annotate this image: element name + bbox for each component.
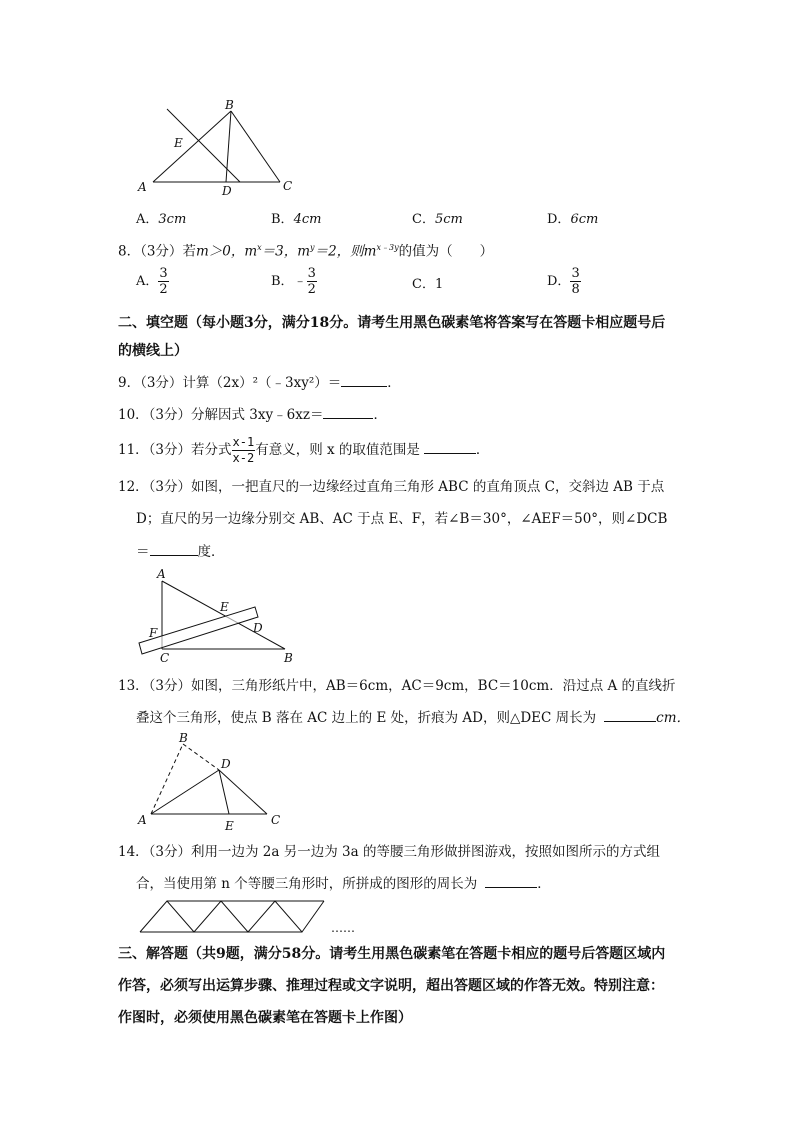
fig7-label-a: A — [138, 180, 147, 194]
fig7-side-bc — [231, 111, 280, 182]
q8-question: 8．（3分）若m＞0，$m^x=3$，$m^y=2$，则$m^{x﹣3y}$的值为（ ） — [118, 243, 494, 260]
q13-line2: 叠这个三角形，使点 B 落在 AC 边上的 E 处，折痕为 AD，则△DEC 周长为 cm． — [136, 707, 690, 728]
fig7-label-e: E — [174, 136, 183, 150]
q7-option-c[interactable]: C．5cm — [412, 212, 463, 227]
q7-option-d[interactable]: D．6cm — [547, 212, 599, 227]
q14-line2: 合，当使用第 n 个等腰三角形时，所拼成的图形的周长为 ． — [136, 873, 551, 894]
fig7-label-b: B — [225, 98, 234, 112]
q7-option-b[interactable]: B．4cm — [271, 212, 322, 227]
fig7-segment-bd — [226, 111, 231, 182]
fig13-label-b: B — [179, 731, 188, 745]
q13-line1: 13．（3分）如图，三角形纸片中，AB＝6cm，AC＝9cm，BC＝10cm．沿过点 A 的直线折 — [118, 678, 676, 694]
q9-answer-blank[interactable] — [341, 372, 387, 387]
figure-q14-triangle-strip — [135, 896, 335, 938]
fig12-label-c: C — [160, 651, 170, 665]
section3-heading-line1: 三、解答题（共9题，满分58分。请考生用黑色碳素笔在答题卡相应的题号后答题区域内 — [118, 946, 666, 962]
fig12-label-e: E — [220, 600, 229, 614]
q14-answer-blank[interactable] — [485, 873, 537, 888]
q12-line2: D；直尺的另一边缘分别交 AB、AC 于点 E、F，若∠B＝30°，∠AEF＝50°，则∠DCB — [136, 511, 668, 527]
fig14-zigzag — [140, 901, 324, 932]
q14-ellipsis: …… — [331, 921, 355, 935]
q12-answer-blank[interactable] — [150, 541, 198, 556]
fig13-label-a: A — [138, 813, 147, 827]
q11-question: 11．（3分）若分式 $\frac{x-1}{x-2}$ 有意义，则 x 的取值范围是 ． — [118, 435, 490, 465]
fig13-segment-dc — [219, 770, 267, 814]
fig13-label-e: E — [225, 819, 234, 833]
fig7-label-c: C — [283, 179, 293, 193]
q12-line1: 12．（3分）如图，一把直尺的一边缘经过直角三角形 ABC 的直角顶点 C，交斜边 AB 于点 — [118, 479, 665, 495]
fig7-label-d: D — [222, 184, 232, 198]
fig13-segment-de — [219, 770, 229, 814]
fig12-label-d: D — [253, 621, 263, 635]
section3-heading-line3: 作图时，必须使用黑色碳素笔在答题卡上作图） — [118, 1010, 412, 1026]
q8-option-d[interactable]: D． $\frac{3}{8}$ — [547, 266, 580, 297]
figure-q7-triangle — [130, 95, 310, 203]
q8-option-c[interactable]: C．1 — [412, 277, 444, 292]
fig7-side-ab — [153, 111, 231, 182]
q11-answer-blank[interactable] — [424, 439, 476, 454]
fig13-label-d: D — [221, 757, 231, 771]
fig12-label-b: B — [284, 651, 293, 665]
section3-heading-line2: 作答，必须写出运算步骤、推理过程或文字说明，超出答题区域的作答无效。特别注意： — [118, 978, 664, 994]
q14-line1: 14．（3分）利用一边为 2a 另一边为 3a 的等腰三角形做拼图游戏，按照如图所示的方式组 — [118, 844, 660, 860]
q10-question: 10．（3分）分解因式 3xy﹣6xz＝ ． — [118, 404, 387, 425]
q13-answer-blank[interactable] — [604, 707, 656, 722]
fig13-dashed-bd — [183, 744, 219, 770]
q8-option-b[interactable]: B．﹣ $\frac{3}{2}$ — [271, 266, 316, 297]
section2-heading-line1: 二、填空题（每小题3分，满分18分。请考生用黑色碳素笔将答案写在答题卡相应题号后 — [118, 315, 666, 331]
q7-option-a[interactable]: A．3cm — [136, 212, 187, 227]
fig12-label-f: F — [149, 626, 158, 640]
q12-line3: ＝ 度． — [136, 541, 225, 562]
fig12-label-a: A — [157, 567, 166, 581]
figure-q13-folded-triangle — [135, 728, 295, 836]
figure-q12-ruler-triangle — [135, 565, 305, 665]
q10-answer-blank[interactable] — [323, 404, 373, 419]
q8-option-a[interactable]: A． $\frac{3}{2}$ — [136, 266, 168, 297]
section2-heading-line2: 的横线上） — [118, 343, 188, 359]
q9-question: 9．（3分）计算（2x）²（﹣3xy²）＝ ． — [118, 372, 401, 393]
fig13-label-c: C — [271, 813, 281, 827]
